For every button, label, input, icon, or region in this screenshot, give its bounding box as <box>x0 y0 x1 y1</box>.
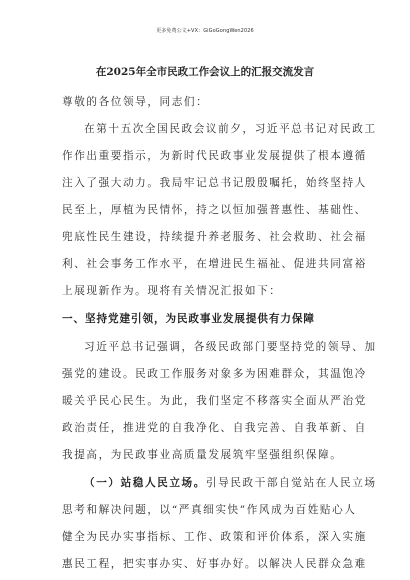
paragraph-line: 思考和解决问题，以“严真细实快”作风成为百姓贴心人 <box>62 504 357 516</box>
subsection-line <box>84 476 377 490</box>
paragraph-line: 健全为民办实事指标、工作、政策和评价体系，深入实施 <box>62 531 367 543</box>
page-header-watermark: 更多免费公文+VX：GiGoGongWen2026 <box>156 28 254 34</box>
paragraph-line: 我提高，为民政事业高质量发展筑牢坚强组织保障。 <box>62 449 343 461</box>
paragraph-line: 上展现新作为。现将有关情况汇报如下： <box>62 285 282 297</box>
paragraph-line: 强党的建设。民政工作服务对象多为困难群众，其温饱冷 <box>62 368 367 380</box>
paragraph-line: 作作出重要指示，为新时代民政事业发展提供了根本遵循 <box>62 150 367 162</box>
subsection-text: 引导民政干部自觉站在人民立场 <box>205 477 377 489</box>
subsection-label: （一）站稳人民立场。 <box>84 477 206 489</box>
paragraph-line: 政治责任，推进党的自我净化、自我完善、自我革新、自 <box>62 422 367 434</box>
paragraph-line: 惠民工程，把实事办实、好事办好。以解决人民群众急难 <box>62 558 367 570</box>
paragraph-line: 暖关乎民心民生。为此，我们坚定不移落实全面从严治党 <box>62 395 367 407</box>
section-heading: 一、坚持党建引领，为民政事业发展提供有力保障 <box>62 313 315 325</box>
paragraph-line: 利、社会事务工作水平，在增进民生福祉、促进共同富裕 <box>62 258 367 270</box>
paragraph-line: 习近平总书记强调，各级民政部门要坚持党的领导、加 <box>84 341 377 353</box>
paragraph-line: 兜底性民生建设，持续提升养老服务、社会救助、社会福 <box>62 231 367 243</box>
paragraph-line: 民至上，厚植为民情怀，持之以恒加强普惠性、基础性、 <box>62 204 367 216</box>
paragraph-line: 在第十五次全国民政会议前夕，习近平总书记对民政工 <box>84 123 377 135</box>
greeting-line: 尊敬的各位领导，同志们： <box>62 96 209 108</box>
document-title: 在2025年全市民政工作会议上的汇报交流发言 <box>95 66 315 78</box>
paragraph-line: 注入了强大动力。我局牢记总书记殷殷嘱托，始终坚持人 <box>62 177 367 189</box>
